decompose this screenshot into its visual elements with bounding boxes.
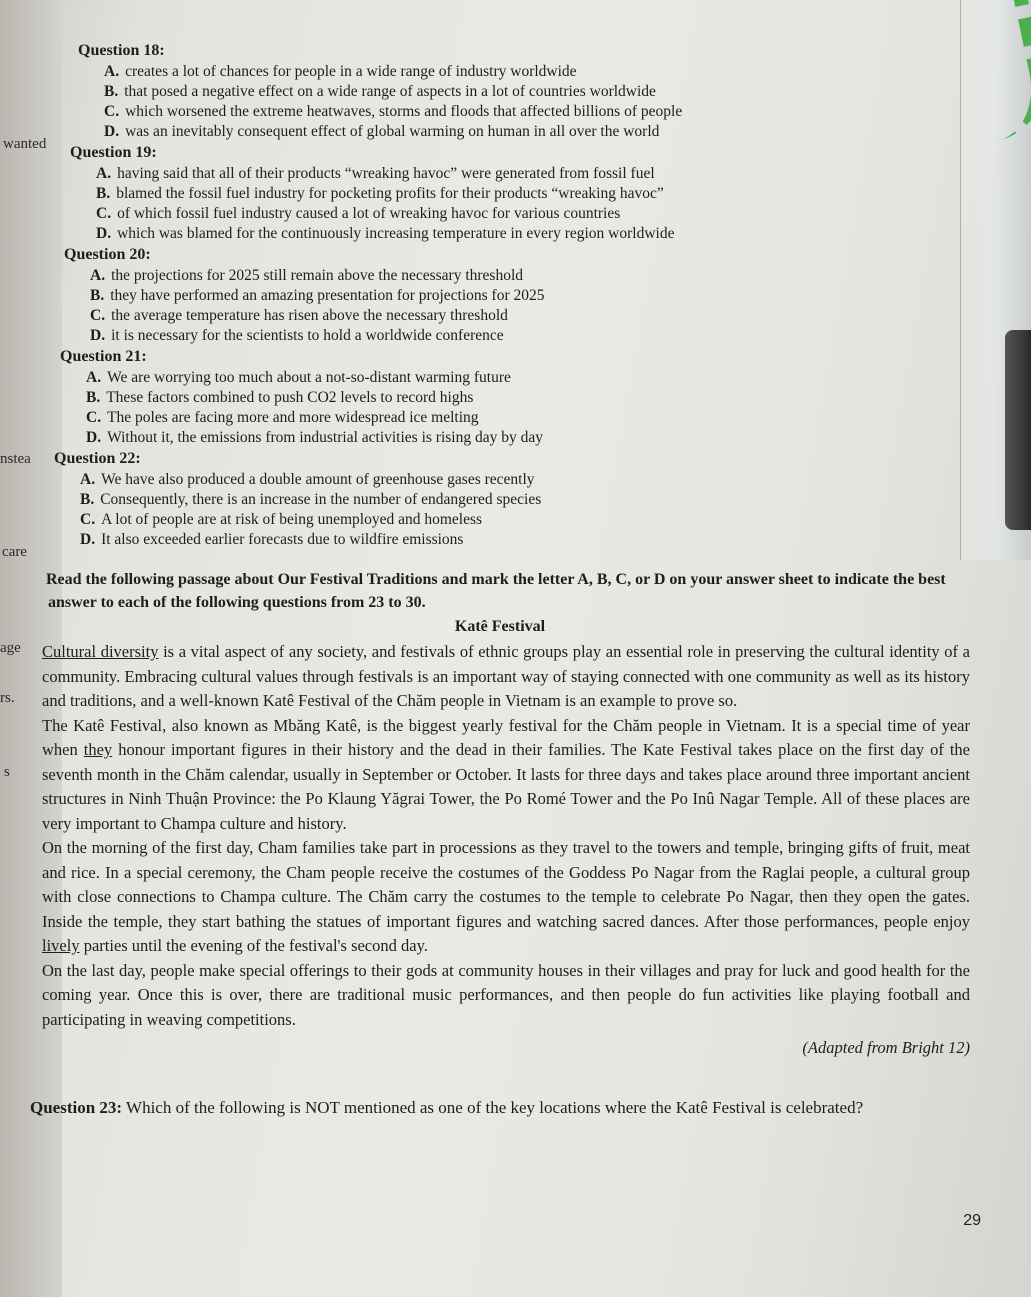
question-18 [78, 42, 970, 142]
option-b: B. blamed the fossil fuel industry for pocketing profits for their products “wreaking havoc” [96, 185, 664, 202]
option-c: C. the average temperature has risen above the necessary threshold [90, 307, 508, 324]
question-title: Question 22: [54, 450, 141, 467]
option-b: B. they have performed an amazing presentation for projections for 2025 [90, 287, 545, 304]
option-c: C. The poles are facing more and more widespread ice melting [86, 409, 479, 426]
question-20 [64, 246, 970, 346]
underlined-word: lively [42, 936, 80, 955]
option-d: D. which was blamed for the continuously increasing temperature in every region worldwide [96, 225, 675, 242]
question-title: Question 20: [64, 246, 151, 263]
question-text: Which of the following is NOT mentioned as one of the key locations where the Katê Festival is celebrated? [122, 1098, 864, 1117]
paragraph-3: On the morning of the first day, Cham families take part in processions as they travel to the towers and temple, bringing gifts of fruit, meat and rice. In a special ceremony, the Cham people receive the costumes of the Goddess Po Nagar from the Raglai people, a cultural group with close connections to Champa culture. The Chăm carry the costumes to the temple to celebrate Po Nagar, then they open the gates. Inside the temple, they start bathing the statues of important figures and watching sacred dances. After those performances, people enjoy lively parties until the evening of the festival's second day. [42, 838, 970, 955]
passage-instruction: Read the following passage about Our Festival Traditions and mark the letter A, B, C, or D on your answer sheet to indicate the best answer to each of the following questions from 23 to 30. [46, 571, 946, 611]
underlined-phrase: Cultural diversity [42, 642, 159, 661]
question-title: Question 21: [60, 348, 147, 365]
margin-fragment: care [2, 544, 27, 560]
passage-body [42, 640, 970, 1058]
paragraph-4: On the last day, people make special offerings to their gods at community houses in their villages and pray for luck and good health for the coming year. Once this is over, there are traditional music performances, and then people do fun activities like playing football and participating in weaving competitions. [42, 960, 970, 1029]
underlined-word: they [83, 740, 113, 759]
question-title: Question 18: [78, 42, 165, 59]
option-c: C. of which fossil fuel industry caused a lot of wreaking havoc for various countries [96, 205, 621, 222]
paragraph-2: The Katê Festival, also known as Mbăng Katê, is the biggest yearly festival for the Chăm people in Vietnam. It is a special time of year when they honour important figures in their history and the dead in their families. The Kate Festival takes place on the first day of the seventh month in the Chăm calendar, usually in September or October. It lasts for three days and takes place around three important ancient structures in Ninh Thuận Province: the Po Klaung Yăgrai Tower, the Po Romé Tower and the Po Inû Nagar Temple. All of these places are very important to Champa culture and history. [42, 715, 971, 833]
paragraph-1: Cultural diversity is a vital aspect of any society, and festivals of ethnic groups play an essential role in preserving the cultural identity of a community. Embracing cultural values through festivals is an important way of staying connected with one community as well as its history and traditions, and a well-known Katê Festival of the Chăm people in Vietnam is an example to prove so. [42, 642, 970, 710]
option-a: A. We are worrying too much about a not-so-distant warming future [86, 369, 511, 386]
option-b: B. Consequently, there is an increase in the number of endangered species [80, 491, 542, 508]
option-d: D. it is necessary for the scientists to hold a worldwide conference [90, 327, 504, 344]
option-a: A. having said that all of their products “wreaking havoc” were generated from fossil fuel [96, 165, 655, 182]
page-number: 29 [963, 1212, 981, 1229]
option-c: C. A lot of people are at risk of being unemployed and homeless [80, 511, 483, 528]
margin-fragment: s [4, 764, 10, 780]
option-a: A. creates a lot of chances for people in a wide range of industry worldwide [104, 63, 577, 80]
option-c: C. which worsened the extreme heatwaves, storms and floods that affected billions of people [104, 103, 683, 120]
margin-fragment: nstea [0, 451, 31, 467]
option-b: B. These factors combined to push CO2 levels to record highs [86, 389, 474, 406]
question-title: Question 19: [70, 144, 157, 161]
margin-fragment: rs. [0, 690, 15, 706]
margin-fragment: wanted [3, 136, 47, 152]
option-b: B. that posed a negative effect on a wide range of aspects in a lot of countries worldwide [104, 83, 656, 100]
question-label: Question 23: [30, 1098, 123, 1117]
passage-title: Katê Festival [454, 618, 546, 635]
question-23 [30, 1098, 970, 1118]
option-a: A. We have also produced a double amount of greenhouse gases recently [80, 471, 535, 488]
question-21 [60, 348, 970, 448]
pen-clip [1005, 330, 1031, 530]
question-22 [54, 450, 970, 550]
option-a: A. the projections for 2025 still remain above the necessary threshold [90, 267, 524, 284]
page-content [30, 40, 970, 1118]
source-citation: (Adapted from Bright 12) [802, 1038, 970, 1057]
option-d: D. It also exceeded earlier forecasts due to wildfire emissions [80, 531, 464, 548]
question-19 [70, 144, 970, 244]
option-d: D. was an inevitably consequent effect of global warming on human in all over the world [104, 123, 660, 140]
margin-fragment: age [0, 640, 21, 656]
option-d: D. Without it, the emissions from industrial activities is rising day by day [86, 429, 543, 446]
